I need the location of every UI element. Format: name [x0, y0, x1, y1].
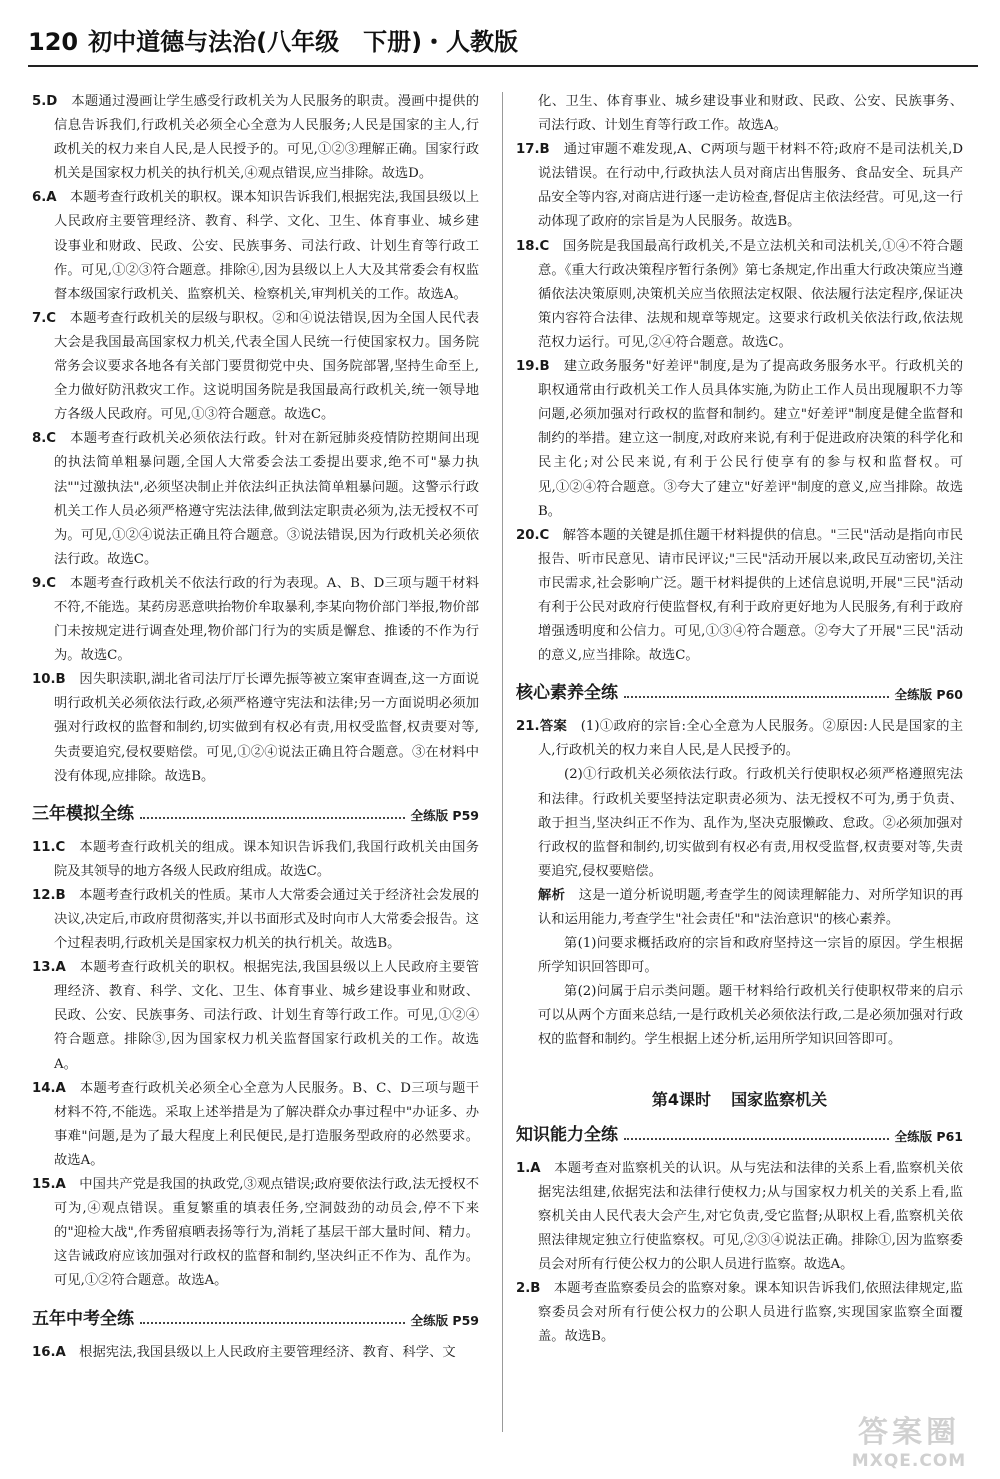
item-text: 国务院是我国最高行政机关,不是立法机关和司法机关,①④不符合题意。《重大行政决策程序暂行条例》第七条规定,作出重大行政决策应当遵循依法决策原则,决策机关应当依照法定权限、依法履行法定程序,保证决策内容符合法律、法规和规章等规定。这要求行政机关依法行政,依法规范权力运行。可见,②④符合题意。故选C。 — [538, 238, 964, 350]
dotted-leader — [140, 1322, 405, 1324]
watermark-url: MXQE.COM — [851, 1451, 967, 1471]
item-text: 本题考查行政机关的性质。某市人大常委会通过关于经济社会发展的决议,决定后,市政府贯彻落实,并以书面形式及时向市人大常委会报告。这个过程表明,行政机关是国家权力机关的执行机关。故选B。 — [54, 887, 480, 952]
item-text: 本题考查监察委员会的监察对象。课本知识告诉我们,依照法律规定,监察委员会对所有行使公权力的公职人员进行监察,实现国家监察全面覆盖。故选B。 — [538, 1281, 964, 1345]
section-heading — [516, 1120, 963, 1145]
item-text: 通过审题不难发现,A、C两项与题干材料不符;政府不是司法机关,D说法错误。在行动中,行政执法人员对商店出售服务、食品安全、玩具产品安全等内容,对商店进行逐一走访检查,督促店主依法经营。可见,这一行动体现了政府的宗旨是为人民服务。故选B。 — [538, 142, 964, 230]
answer-item — [516, 235, 963, 355]
section-page-ref: 全练版 P60 — [894, 687, 963, 703]
item-text: 本题考查对监察机关的认识。从与宪法和法律的关系上看,监察机关依据宪法组建,依据宪法和法律行使权力;从与国家权力机关的关系上看,监察机关由人民代表大会产生,对它负责,受它监督;从职权上看,监察机关依照法律规定独立行使监察权。可见,②③④说法正确。排除①,因为监察委员会对所有行使公权力的公职人员进行监察。故选A。 — [538, 1160, 963, 1272]
item-number: 5.D — [32, 94, 58, 109]
item-text: 因失职渎职,湖北省司法厅厅长谭先振等被立案审查调查,这一方面说明行政机关必须依法行政,必须严格遵守宪法和法律;另一方面说明必须加强对行政权的监督和制约,切实做到有权必有责,用权受监督,权责要对等,失责要追究,侵权要赔偿。可见,①②④说法正确且符合题意。③在材料中没有体现,应排除。故选B。 — [54, 672, 480, 784]
item-number: 11.C — [32, 839, 66, 855]
analysis-text: 第(1)问要求概括政府的宗旨和政府坚持这一宗旨的原因。学生根据所学知识回答即可。 — [538, 936, 963, 976]
watermark-text: 答案圈 — [858, 1415, 960, 1450]
lesson-label: 第4课时 — [651, 1089, 712, 1109]
item-number: 20.C — [516, 527, 550, 543]
section-page-ref: 全练版 P59 — [410, 807, 479, 823]
answer-item — [516, 138, 963, 234]
answer-item — [32, 572, 479, 668]
dotted-leader — [624, 1138, 889, 1140]
answer-item — [32, 186, 479, 306]
item-number: 10.B — [32, 672, 66, 688]
item-text: 本题考查行政机关的层级与职权。②和④说法错误,因为全国人民代表大会是我国最高国家权力机关,代表全国人民统一行使国家权力。国务院常务会议要求各地各有关部门要贯彻党中央、国务院部署,坚持生命至上,全力做好防汛救灾工作。这说明国务院是我国最高行政机关,统一领导地方各级人民政府。可见,①③符合题意。故选C。 — [54, 310, 479, 423]
answer-item — [32, 1077, 479, 1173]
item-number: 14.A — [32, 1080, 66, 1096]
item-number: 6.A — [32, 190, 57, 206]
section-title: 三年模拟全练 — [32, 803, 134, 824]
section-heading — [32, 1304, 479, 1329]
item-text: 建立政务服务"好差评"制度,是为了提高政务服务水平。行政机关的职权通常由行政机关工作人员具体实施,为防止工作人员出现履职不力等问题,必须加强对行政权的监督和制约。建立"好差评"制度是健全监督和制约的举措。建立这一制度,对政府来说,有利于促进政府决策的科学化和民主化;对公民来说,有利于公民行使享有的参与权和监督权。可见,①②④符合题意。③夸大了建立"好差评"制度的意义,应当排除。故选B。 — [538, 359, 963, 519]
answer-item — [516, 524, 963, 669]
item-number: 8.C — [32, 431, 57, 447]
section-heading — [32, 799, 479, 824]
item-text: 本题考查行政机关的组成。课本知识告诉我们,我国行政机关由国务院及其领导的地方各级人民政府组成。故选C。 — [54, 839, 479, 879]
answer-item — [32, 90, 479, 186]
analysis-text: 第(2)问属于启示类问题。题干材料给行政机关行使职权带来的启示可以从两个方面来总结,一是行政机关必须依法行政,二是必须加强对行政权的监督和制约。学生根据上述分析,运用所学知识回答即可。 — [538, 984, 963, 1048]
answer-item — [516, 1157, 963, 1277]
item-text: 本题通过漫画让学生感受行政机关为人民服务的职责。漫画中提供的信息告诉我们,行政机关必须全心全意为人民服务;人民是国家的主人,行政机关的权力来自人民,是人民授予的。可见,①②③理解正确。国家行政机关是国家权力机关的执行机关,④观点错误,应当排除。故选D。 — [54, 94, 480, 182]
dotted-leader — [624, 696, 889, 698]
item-number: 16.A — [32, 1344, 66, 1360]
item-number: 21. — [516, 719, 540, 735]
answer-item — [32, 1173, 479, 1293]
page-number: 120 — [28, 28, 79, 56]
item-text: 本题考查行政机关不依法行政的行为表现。A、B、D三项与题干材料不符,不能选。某药房恶意哄抬物价牟取暴利,李某向物价部门举报,物价部门未按规定进行调查处理,物价部门行为的实质是懈怠、推诿的不作为行为。故选C。 — [54, 575, 480, 664]
item-text: 解答本题的关键是抓住题干材料提供的信息。"三民"活动是指向市民报告、听市民意见、请市民评议;"三民"活动开展以来,政民互动密切,关注市民需求,社会影响广泛。题干材料提供的上述信息说明,开展"三民"活动有利于公民对政府行使监督权,有利于政府更好地为人民服务,有利于政府增强透明度和公信力。可见,①③④符合题意。②夸大了开展"三民"活动的意义,应当排除。故选C。 — [538, 527, 964, 664]
column-divider — [502, 92, 503, 1432]
right-column — [516, 90, 963, 1349]
item-text: 根据宪法,我国县级以上人民政府主要管理经济、教育、科学、文 — [79, 1344, 456, 1360]
analysis-text: 这是一道分析说明题,考查学生的阅读理解能力、对所学知识的再认和运用能力,考查学生"社会责任"和"法治意识"的核心素养。 — [538, 887, 964, 927]
analysis-label: 解析 — [538, 887, 566, 903]
section-heading — [516, 678, 963, 703]
answer-item — [32, 956, 479, 1076]
lesson-title: 国家监察机关 — [731, 1089, 828, 1109]
item-number: 1.A — [516, 1160, 541, 1176]
item-text: 本题考查行政机关的职权。根据宪法,我国县级以上人民政府主要管理经济、教育、科学、文化、卫生、体育事业、城乡建设事业和财政、民政、公安、民族事务、司法行政、计划生育等行政工作。可见,①②④符合题意。排除③,因为国家权力机关监督国家行政机关的工作。故选A。 — [54, 960, 480, 1072]
item-text: 中国共产党是我国的执政党,③观点错误;政府要依法行政,法无授权不可为,④观点错误。重复繁重的填表任务,空洞鼓劲的动员会,停不下来的"迎检大战",作秀留痕晒表扬等行为,消耗了基层干部大量时间、精力。这告诫政府应该加强对行政权的监督和制约,坚决纠正不作为、乱作为。可见,①②符合题意。故选A。 — [54, 1177, 480, 1289]
answer-item — [32, 1341, 479, 1365]
item-number: 2.B — [516, 1281, 541, 1297]
item-number: 18.C — [516, 238, 550, 254]
answer-label: 答案 — [539, 719, 568, 735]
section-title: 核心素养全练 — [516, 683, 618, 704]
site-watermark — [834, 1407, 984, 1471]
section-page-ref: 全练版 P61 — [894, 1128, 963, 1144]
section-page-ref: 全练版 P59 — [410, 1312, 479, 1328]
item-number: 9.C — [32, 575, 57, 591]
item-number: 17.B — [516, 142, 550, 158]
page-header — [28, 22, 978, 67]
item-text: 本题考查行政机关必须全心全意为人民服务。B、C、D三项与题干材料不符,不能选。采取上述举措是为了解决群众办事过程中"办证多、办事难"问题,是为了最大程度上利民便民,是打造服务型政府的必然要求。故选A。 — [54, 1080, 480, 1168]
book-title: 初中道德与法治(八年级 下册)・人教版 — [88, 28, 519, 56]
item-text: 本题考查行政机关的职权。课本知识告诉我们,根据宪法,我国县级以上人民政府主要管理经济、教育、科学、文化、卫生、体育事业、城乡建设事业和财政、民政、公安、民族事务、司法行政、计划生育等行政工作。可见,①②③符合题意。排除④,因为县级以上人大及其常委会有权监督本级国家行政机关、监察机关、检察机关,审判机关的工作。故选A。 — [54, 190, 480, 302]
answer-text: (1)①政府的宗旨:全心全意为人民服务。②原因:人民是国家的主人,行政机关的权力来自人民,是人民授予的。 — [538, 719, 964, 759]
answer-item — [32, 427, 479, 572]
item-number: 19.B — [516, 359, 550, 375]
lesson-heading — [516, 1087, 963, 1110]
dotted-leader — [140, 817, 405, 819]
item-number: 13.A — [32, 960, 66, 976]
answer-item — [516, 355, 963, 524]
answer-item — [32, 307, 479, 427]
item-number: 12.B — [32, 887, 66, 903]
section-title: 知识能力全练 — [516, 1124, 618, 1145]
answer-item — [32, 836, 479, 884]
answer-item — [32, 884, 479, 956]
continued-text: 化、卫生、体育事业、城乡建设事业和财政、民政、公安、民族事务、司法行政、计划生育等行政工作。故选A。 — [538, 94, 963, 134]
analysis-paragraph — [516, 884, 963, 932]
answer-item — [516, 715, 963, 763]
item-number: 7.C — [32, 310, 57, 326]
item-text: 本题考查行政机关必须依法行政。针对在新冠肺炎疫情防控期间出现的执法简单粗暴问题,全国人大常委会法工委提出要求,绝不可"暴力执法""过激执法",必须坚决制止并依法纠正执法简单粗暴问题。这警示行政机关工作人员必须严格遵守宪法法律,做到法定职责必须为,法无授权不可为。可见,①②④说法正确且符合题意。③说法错误,因为行政机关必须依法行政。故选C。 — [54, 431, 480, 567]
answer-item — [32, 668, 479, 788]
item-number: 15.A — [32, 1177, 66, 1193]
answer-item — [516, 1277, 963, 1349]
section-title: 五年中考全练 — [32, 1308, 134, 1329]
answer-text: (2)①行政机关必须依法行政。行政机关行使职权必须严格遵照宪法和法律。行政机关要坚持法定职责必须为、法无授权不可为,勇于负责、敢于担当,坚决纠正不作为、乱作为,坚决克服懒政、怠政。②必须加强对行政权的监督和制约,切实做到有权必有责,用权受监督,权责要对等,失责要追究,侵权要赔偿。 — [538, 767, 963, 879]
left-column — [32, 90, 479, 1365]
